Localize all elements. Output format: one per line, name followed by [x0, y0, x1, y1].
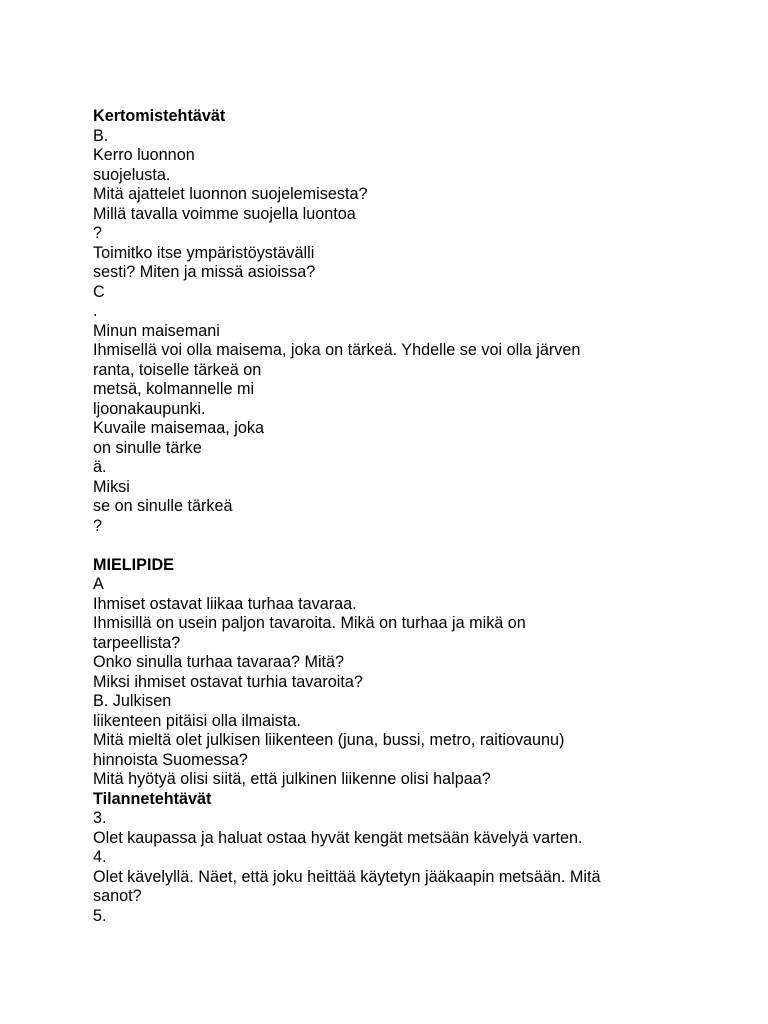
text-line: Onko sinulla turhaa tavaraa? Mitä? — [93, 653, 345, 671]
text-line: Ihmisellä voi olla maisema, joka on tärkeä. Yhdelle se voi olla järven — [93, 341, 581, 359]
text-line: Miksi ihmiset ostavat turhia tavaroita? — [93, 672, 363, 691]
section-mielipide-body — [93, 575, 733, 790]
text-line: Miksi — [93, 477, 130, 496]
text-line: ? — [93, 516, 103, 535]
text-line: Kerro luonnon — [93, 146, 195, 164]
text-line: . — [93, 302, 98, 320]
text-line: ranta, toiselle tärkeä on — [93, 360, 262, 379]
text-line: suojelusta. — [93, 165, 171, 184]
text-line: C — [93, 282, 105, 301]
text-line: Mitä ajattelet luonnon suojelemisesta? — [93, 185, 368, 203]
document-page — [93, 107, 733, 926]
text-line: Ihmisillä on usein paljon tavaroita. Mikä on turhaa ja mikä on — [93, 614, 526, 632]
text-line: A — [93, 575, 104, 593]
text-line: Olet kaupassa ja haluat ostaa hyvät kengät metsään kävelyä varten. — [93, 828, 583, 847]
text-line: metsä, kolmannelle mi — [93, 380, 255, 398]
text-line: Toimitko itse ympäristöystävälli — [93, 243, 315, 262]
text-line: on sinulle tärke — [93, 438, 202, 457]
section-gap — [93, 536, 733, 556]
text-line: Mitä mieltä olet julkisen liikenteen (juna, bussi, metro, raitiovaunu) — [93, 731, 565, 749]
text-line: hinnoista Suomessa? — [93, 750, 248, 769]
text-line: Mitä hyötyä olisi siitä, että julkinen liikenne olisi halpaa? — [93, 770, 491, 788]
text-line: Minun maisemani — [93, 321, 220, 340]
text-line: B. Julkisen — [93, 692, 172, 710]
section-heading-kertomistehtavat: Kertomistehtävät — [93, 107, 226, 125]
text-line: Kuvaile maisemaa, joka — [93, 419, 264, 437]
section-kertomistehtavat-body — [93, 127, 733, 537]
text-line: sesti? Miten ja missä asioissa? — [93, 263, 316, 281]
section-heading-mielipide: MIELIPIDE — [93, 555, 174, 574]
text-line: ? — [93, 224, 103, 242]
text-line: liikenteen pitäisi olla ilmaista. — [93, 711, 301, 730]
text-line: ljoonakaupunki. — [93, 399, 206, 418]
text-line: se on sinulle tärkeä — [93, 497, 233, 515]
text-line: ä. — [93, 458, 107, 476]
text-line: sanot? — [93, 887, 142, 905]
section-heading-tilannetehtavat: Tilannetehtävät — [93, 789, 212, 808]
text-line: B. — [93, 126, 109, 145]
text-line: 4. — [93, 848, 107, 866]
text-line: Olet kävelyllä. Näet, että joku heittää käytetyn jääkaapin metsään. Mitä — [93, 867, 601, 886]
section-tilannetehtavat-body — [93, 809, 733, 926]
text-line: 5. — [93, 906, 107, 925]
text-line: Millä tavalla voimme suojella luontoa — [93, 204, 356, 223]
text-line: tarpeellista? — [93, 633, 181, 652]
text-line: 3. — [93, 809, 107, 827]
text-line: Ihmiset ostavat liikaa turhaa tavaraa. — [93, 594, 357, 613]
